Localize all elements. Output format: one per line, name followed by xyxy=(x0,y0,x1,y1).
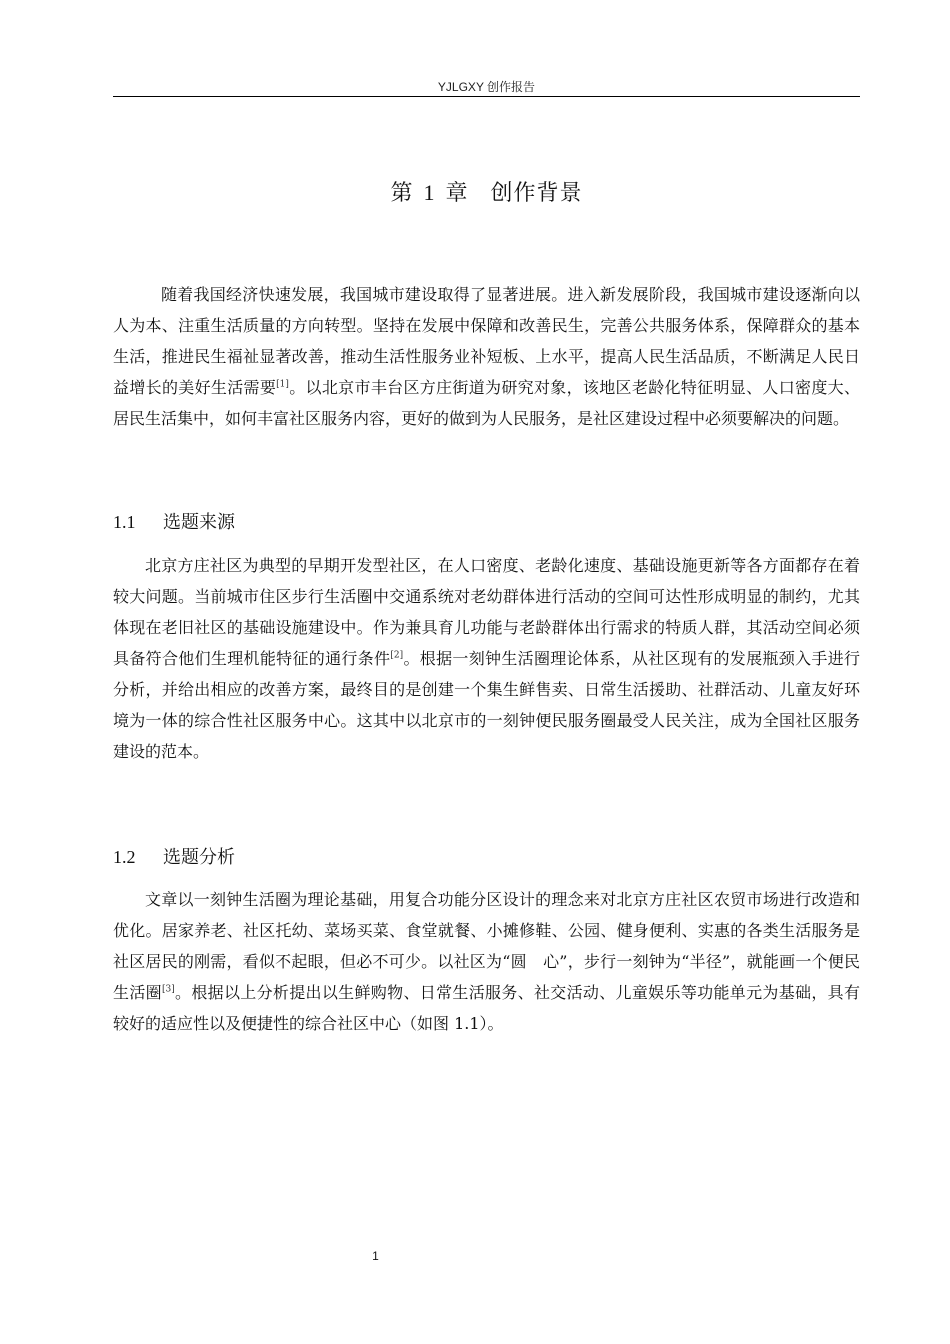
section-title: 选题分析 xyxy=(163,847,235,868)
section-heading-1-1 xyxy=(113,508,235,534)
source-paragraph xyxy=(113,550,860,767)
source-text-a: 北京方庄社区为典型的早期开发型社区，在人口密度、老龄化速度、基础设施更新等各方面都存在着较大问题。当前城市住区步行生活圈中交通系统对老幼群体进行活动的空间可达性形成明显的制约，尤其体现在老旧社区的基础设施建设中。作为兼具育儿功能与老龄群体出行需求的特质人群，其活动空间必须具备符合他们生理机能特征的通行条件 xyxy=(113,556,860,668)
analysis-paragraph xyxy=(113,884,860,1039)
section-heading-1-2 xyxy=(113,843,235,869)
citation-3: [3] xyxy=(161,984,175,995)
citation-2: [2] xyxy=(390,650,404,661)
section-number: 1.1 xyxy=(113,512,136,532)
intro-text-b: 。以北京市丰台区方庄街道为研究对象，该地区老龄化特征明显、人口密度大、居民生活集中，如何丰富社区服务内容，更好的做到为人民服务，是社区建设过程中必须要解决的问题。 xyxy=(113,378,860,428)
section-number: 1.2 xyxy=(113,847,136,867)
analysis-text-a: 文章以一刻钟生活圈为理论基础，用复合功能分区设计的理念来对北京方庄社区农贸市场进行改造和优化。居家养老、社区托幼、菜场买菜、食堂就餐、小摊修鞋、公园、健身便利、实惠的各类生活服务是社区居民的刚需，看似不起眼，但必不可少。以社区为“圆 心”，步行一刻钟为“半径”，就能画一个便民生活圈 xyxy=(113,890,860,1002)
analysis-text-b: 。根据以上分析提出以生鲜购物、日常生活服务、社交活动、儿童娱乐等功能单元为基础，具有较好的适应性以及便捷性的综合社区中心（如图 1.1）。 xyxy=(113,983,860,1033)
chapter-name: 创作背景 xyxy=(490,181,583,206)
header-rule xyxy=(113,96,860,97)
intro-paragraph xyxy=(113,279,860,434)
chapter-number: 1 xyxy=(423,180,436,205)
chapter-title xyxy=(113,176,860,207)
intro-text-a: 随着我国经济快速发展，我国城市建设取得了显著进展。进入新发展阶段，我国城市建设逐渐向以人为本、注重生活质量的方向转型。坚持在发展中保障和改善民生，完善公共服务体系，保障群众的基本生活，推进民生福祉显著改善，推动生活性服务业补短板、上水平，提高人民生活品质，不断满足人民日益增长的美好生活需要 xyxy=(113,285,860,397)
chapter-suffix: 章 xyxy=(445,181,469,206)
chapter-prefix: 第 xyxy=(390,181,414,206)
source-text-b: 。根据一刻钟生活圈理论体系，从社区现有的发展瓶颈入手进行分析，并给出相应的改善方案，最终目的是创建一个集生鲜售卖、日常生活援助、社群活动、儿童友好环境为一体的综合性社区服务中心。这其中以北京市的一刻钟便民服务圈最受人民关注，成为全国社区服务建设的范本。 xyxy=(113,649,860,761)
section-title: 选题来源 xyxy=(163,512,235,533)
running-header: YJLGXY 创作报告 xyxy=(437,80,536,94)
citation-1: [1] xyxy=(276,379,289,390)
page-number: 1 xyxy=(372,1249,379,1263)
